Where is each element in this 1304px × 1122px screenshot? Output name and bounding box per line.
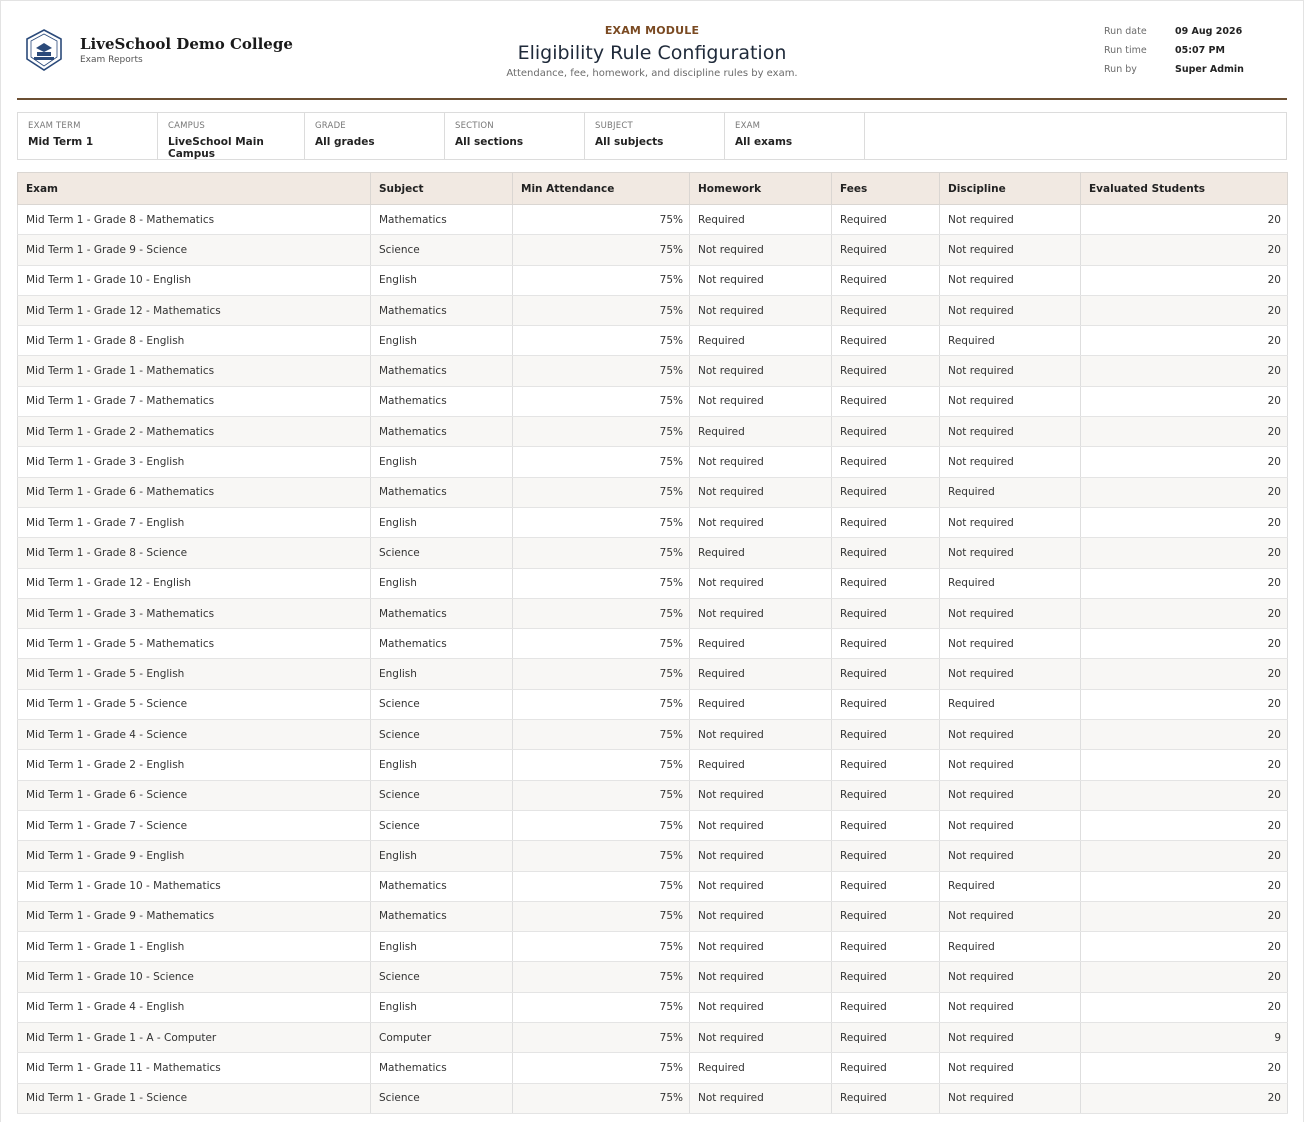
- college-name: LiveSchool Demo College: [80, 35, 293, 53]
- cell-min-attendance: 75%: [513, 750, 690, 780]
- cell-min-attendance: 75%: [513, 962, 690, 992]
- cell-min-attendance: 75%: [513, 901, 690, 931]
- cell-evaluated-students: 20: [1081, 871, 1288, 901]
- cell-exam: Mid Term 1 - Grade 7 - English: [18, 507, 371, 537]
- cell-homework: Required: [690, 689, 832, 719]
- table-row: [18, 356, 1288, 386]
- cell-evaluated-students: 20: [1081, 1083, 1288, 1113]
- table-row: [18, 295, 1288, 325]
- run-meta: [1104, 26, 1244, 83]
- cell-evaluated-students: 20: [1081, 962, 1288, 992]
- cell-subject: Science: [371, 962, 513, 992]
- filter-subject[interactable]: [585, 113, 725, 159]
- filter-value: All exams: [735, 136, 793, 148]
- filter-grade[interactable]: [305, 113, 445, 159]
- filter-label: CAMPUS: [168, 121, 206, 131]
- cell-fees: Required: [832, 992, 940, 1022]
- cell-discipline: Not required: [940, 780, 1081, 810]
- cell-min-attendance: 75%: [513, 1083, 690, 1113]
- cell-subject: English: [371, 932, 513, 962]
- cell-fees: Required: [832, 356, 940, 386]
- cell-evaluated-students: 20: [1081, 720, 1288, 750]
- cell-subject: Science: [371, 1083, 513, 1113]
- cell-min-attendance: 75%: [513, 659, 690, 689]
- cell-discipline: Not required: [940, 901, 1081, 931]
- cell-fees: Required: [832, 629, 940, 659]
- table-row: [18, 386, 1288, 416]
- cell-exam: Mid Term 1 - Grade 7 - Science: [18, 810, 371, 840]
- cell-discipline: Not required: [940, 386, 1081, 416]
- cell-exam: Mid Term 1 - Grade 12 - Mathematics: [18, 295, 371, 325]
- cell-discipline: Not required: [940, 295, 1081, 325]
- table-row: [18, 417, 1288, 447]
- cell-homework: Not required: [690, 871, 832, 901]
- cell-homework: Required: [690, 750, 832, 780]
- table-row: [18, 992, 1288, 1022]
- cell-fees: Required: [832, 295, 940, 325]
- table-row: [18, 205, 1288, 235]
- cell-min-attendance: 75%: [513, 568, 690, 598]
- cell-evaluated-students: 20: [1081, 447, 1288, 477]
- cell-subject: Mathematics: [371, 477, 513, 507]
- cell-evaluated-students: 20: [1081, 992, 1288, 1022]
- college-subtitle: Exam Reports: [80, 55, 143, 65]
- cell-min-attendance: 75%: [513, 326, 690, 356]
- cell-fees: Required: [832, 326, 940, 356]
- meta-label: Run date: [1104, 26, 1147, 37]
- cell-subject: English: [371, 992, 513, 1022]
- cell-subject: Mathematics: [371, 629, 513, 659]
- cell-discipline: Not required: [940, 447, 1081, 477]
- column-header-discipline[interactable]: Discipline: [940, 173, 1081, 205]
- cell-evaluated-students: 20: [1081, 326, 1288, 356]
- cell-exam: Mid Term 1 - Grade 3 - Mathematics: [18, 598, 371, 628]
- filter-label: EXAM TERM: [28, 121, 81, 131]
- cell-subject: Mathematics: [371, 356, 513, 386]
- cell-homework: Not required: [690, 992, 832, 1022]
- table-header-row: [18, 173, 1288, 205]
- cell-evaluated-students: 20: [1081, 810, 1288, 840]
- cell-evaluated-students: 9: [1081, 1023, 1288, 1053]
- eligibility-table: [17, 172, 1288, 1114]
- cell-min-attendance: 75%: [513, 629, 690, 659]
- cell-discipline: Not required: [940, 1023, 1081, 1053]
- cell-subject: Mathematics: [371, 871, 513, 901]
- meta-run-date: [1104, 26, 1244, 45]
- filter-label: EXAM: [735, 121, 761, 131]
- column-header-subject[interactable]: Subject: [371, 173, 513, 205]
- meta-label: Run time: [1104, 45, 1147, 56]
- cell-exam: Mid Term 1 - Grade 4 - Science: [18, 720, 371, 750]
- cell-subject: English: [371, 507, 513, 537]
- cell-fees: Required: [832, 659, 940, 689]
- table-row: [18, 1053, 1288, 1083]
- cell-min-attendance: 75%: [513, 447, 690, 477]
- cell-homework: Required: [690, 538, 832, 568]
- table-row: [18, 932, 1288, 962]
- cell-min-attendance: 75%: [513, 871, 690, 901]
- cell-fees: Required: [832, 447, 940, 477]
- cell-discipline: Not required: [940, 1083, 1081, 1113]
- cell-discipline: Not required: [940, 356, 1081, 386]
- cell-evaluated-students: 20: [1081, 568, 1288, 598]
- cell-fees: Required: [832, 689, 940, 719]
- cell-homework: Not required: [690, 356, 832, 386]
- cell-min-attendance: 75%: [513, 235, 690, 265]
- cell-homework: Not required: [690, 962, 832, 992]
- cell-discipline: Not required: [940, 629, 1081, 659]
- column-header-fees[interactable]: Fees: [832, 173, 940, 205]
- cell-evaluated-students: 20: [1081, 295, 1288, 325]
- table-row: [18, 568, 1288, 598]
- cell-evaluated-students: 20: [1081, 901, 1288, 931]
- report-title-block: [417, 24, 887, 79]
- cell-homework: Required: [690, 629, 832, 659]
- cell-subject: Mathematics: [371, 417, 513, 447]
- cell-homework: Required: [690, 417, 832, 447]
- cell-discipline: Not required: [940, 810, 1081, 840]
- cell-evaluated-students: 20: [1081, 750, 1288, 780]
- cell-min-attendance: 75%: [513, 386, 690, 416]
- table-row: [18, 447, 1288, 477]
- cell-min-attendance: 75%: [513, 720, 690, 750]
- cell-discipline: Required: [940, 871, 1081, 901]
- cell-subject: Mathematics: [371, 295, 513, 325]
- cell-exam: Mid Term 1 - Grade 9 - Science: [18, 235, 371, 265]
- filter-label: SUBJECT: [595, 121, 633, 131]
- cell-exam: Mid Term 1 - Grade 8 - English: [18, 326, 371, 356]
- cell-homework: Not required: [690, 720, 832, 750]
- cell-evaluated-students: 20: [1081, 538, 1288, 568]
- cell-homework: Not required: [690, 780, 832, 810]
- cell-fees: Required: [832, 235, 940, 265]
- cell-min-attendance: 75%: [513, 417, 690, 447]
- table-row: [18, 810, 1288, 840]
- filter-value: All subjects: [595, 136, 664, 148]
- cell-discipline: Not required: [940, 659, 1081, 689]
- cell-min-attendance: 75%: [513, 841, 690, 871]
- cell-fees: Required: [832, 750, 940, 780]
- cell-homework: Required: [690, 326, 832, 356]
- filter-bar: [17, 112, 1287, 160]
- cell-homework: Not required: [690, 841, 832, 871]
- cell-exam: Mid Term 1 - Grade 5 - Science: [18, 689, 371, 719]
- cell-evaluated-students: 20: [1081, 507, 1288, 537]
- cell-homework: Not required: [690, 1023, 832, 1053]
- cell-subject: English: [371, 326, 513, 356]
- cell-evaluated-students: 20: [1081, 841, 1288, 871]
- cell-fees: Required: [832, 477, 940, 507]
- cell-discipline: Not required: [940, 720, 1081, 750]
- table-row: [18, 1083, 1288, 1113]
- filter-label: SECTION: [455, 121, 494, 131]
- module-label: EXAM MODULE: [604, 24, 700, 37]
- cell-homework: Not required: [690, 598, 832, 628]
- cell-homework: Not required: [690, 477, 832, 507]
- cell-subject: Mathematics: [371, 386, 513, 416]
- cell-exam: Mid Term 1 - Grade 1 - A - Computer: [18, 1023, 371, 1053]
- cell-discipline: Not required: [940, 841, 1081, 871]
- cell-min-attendance: 75%: [513, 932, 690, 962]
- cell-exam: Mid Term 1 - Grade 5 - Mathematics: [18, 629, 371, 659]
- cell-fees: Required: [832, 1053, 940, 1083]
- cell-homework: Not required: [690, 235, 832, 265]
- cell-homework: Not required: [690, 932, 832, 962]
- cell-discipline: Not required: [940, 205, 1081, 235]
- cell-min-attendance: 75%: [513, 992, 690, 1022]
- cell-min-attendance: 75%: [513, 205, 690, 235]
- cell-min-attendance: 75%: [513, 538, 690, 568]
- cell-subject: Science: [371, 780, 513, 810]
- cell-homework: Not required: [690, 386, 832, 416]
- cell-exam: Mid Term 1 - Grade 11 - Mathematics: [18, 1053, 371, 1083]
- cell-discipline: Required: [940, 477, 1081, 507]
- cell-discipline: Not required: [940, 538, 1081, 568]
- cell-fees: Required: [832, 538, 940, 568]
- table-row: [18, 841, 1288, 871]
- cell-fees: Required: [832, 780, 940, 810]
- cell-exam: Mid Term 1 - Grade 1 - English: [18, 932, 371, 962]
- cell-min-attendance: 75%: [513, 295, 690, 325]
- cell-fees: Required: [832, 1023, 940, 1053]
- cell-fees: Required: [832, 507, 940, 537]
- cell-subject: English: [371, 841, 513, 871]
- college-crest-icon: [23, 28, 65, 72]
- cell-min-attendance: 75%: [513, 689, 690, 719]
- cell-discipline: Not required: [940, 1053, 1081, 1083]
- cell-min-attendance: 75%: [513, 1053, 690, 1083]
- meta-run-time: [1104, 45, 1244, 64]
- cell-exam: Mid Term 1 - Grade 9 - English: [18, 841, 371, 871]
- table-row: [18, 538, 1288, 568]
- cell-discipline: Not required: [940, 235, 1081, 265]
- filter-exam-term[interactable]: [18, 113, 158, 159]
- column-header-evaluated-students[interactable]: Evaluated Students: [1081, 173, 1288, 205]
- cell-fees: Required: [832, 205, 940, 235]
- cell-min-attendance: 75%: [513, 810, 690, 840]
- cell-evaluated-students: 20: [1081, 1053, 1288, 1083]
- cell-homework: Not required: [690, 901, 832, 931]
- filter-value: All sections: [455, 136, 524, 148]
- cell-fees: Required: [832, 417, 940, 447]
- column-header-homework[interactable]: Homework: [690, 173, 832, 205]
- filter-value: Mid Term 1: [28, 136, 94, 148]
- cell-evaluated-students: 20: [1081, 205, 1288, 235]
- cell-min-attendance: 75%: [513, 780, 690, 810]
- table-row: [18, 871, 1288, 901]
- cell-exam: Mid Term 1 - Grade 9 - Mathematics: [18, 901, 371, 931]
- column-header-exam[interactable]: Exam: [18, 173, 371, 205]
- cell-fees: Required: [832, 265, 940, 295]
- cell-discipline: Required: [940, 932, 1081, 962]
- table-row: [18, 1023, 1288, 1053]
- cell-fees: Required: [832, 568, 940, 598]
- table-row: [18, 901, 1288, 931]
- cell-fees: Required: [832, 598, 940, 628]
- meta-value: Super Admin: [1175, 64, 1244, 75]
- cell-subject: English: [371, 750, 513, 780]
- table-body: [18, 205, 1288, 1114]
- cell-discipline: Not required: [940, 750, 1081, 780]
- cell-evaluated-students: 20: [1081, 932, 1288, 962]
- table-row: [18, 962, 1288, 992]
- cell-fees: Required: [832, 1083, 940, 1113]
- cell-subject: Science: [371, 689, 513, 719]
- meta-value: 09 Aug 2026: [1175, 26, 1243, 37]
- cell-evaluated-students: 20: [1081, 780, 1288, 810]
- cell-min-attendance: 75%: [513, 598, 690, 628]
- table-row: [18, 750, 1288, 780]
- cell-homework: Not required: [690, 568, 832, 598]
- cell-exam: Mid Term 1 - Grade 4 - English: [18, 992, 371, 1022]
- table-row: [18, 326, 1288, 356]
- cell-homework: Required: [690, 205, 832, 235]
- cell-min-attendance: 75%: [513, 356, 690, 386]
- table-row: [18, 477, 1288, 507]
- cell-subject: Computer: [371, 1023, 513, 1053]
- cell-evaluated-students: 20: [1081, 235, 1288, 265]
- cell-min-attendance: 75%: [513, 265, 690, 295]
- cell-subject: Mathematics: [371, 901, 513, 931]
- cell-fees: Required: [832, 841, 940, 871]
- cell-fees: Required: [832, 932, 940, 962]
- cell-exam: Mid Term 1 - Grade 10 - Science: [18, 962, 371, 992]
- cell-exam: Mid Term 1 - Grade 8 - Science: [18, 538, 371, 568]
- cell-subject: Science: [371, 810, 513, 840]
- cell-fees: Required: [832, 901, 940, 931]
- table-row: [18, 720, 1288, 750]
- cell-evaluated-students: 20: [1081, 689, 1288, 719]
- cell-subject: Science: [371, 720, 513, 750]
- cell-subject: English: [371, 447, 513, 477]
- filter-campus[interactable]: [158, 113, 305, 159]
- cell-subject: Mathematics: [371, 598, 513, 628]
- report-header: [17, 0, 1287, 100]
- cell-exam: Mid Term 1 - Grade 10 - English: [18, 265, 371, 295]
- table-row: [18, 780, 1288, 810]
- filter-exam[interactable]: [725, 113, 865, 159]
- cell-homework: Not required: [690, 265, 832, 295]
- cell-fees: Required: [832, 720, 940, 750]
- table-row: [18, 659, 1288, 689]
- cell-fees: Required: [832, 962, 940, 992]
- cell-homework: Not required: [690, 447, 832, 477]
- cell-fees: Required: [832, 871, 940, 901]
- filter-value: LiveSchool Main Campus: [168, 136, 264, 160]
- cell-subject: Mathematics: [371, 205, 513, 235]
- cell-discipline: Not required: [940, 507, 1081, 537]
- cell-discipline: Not required: [940, 265, 1081, 295]
- cell-subject: Science: [371, 538, 513, 568]
- cell-exam: Mid Term 1 - Grade 12 - English: [18, 568, 371, 598]
- column-header-min-attendance[interactable]: Min Attendance: [513, 173, 690, 205]
- cell-exam: Mid Term 1 - Grade 2 - English: [18, 750, 371, 780]
- cell-exam: Mid Term 1 - Grade 6 - Science: [18, 780, 371, 810]
- table-row: [18, 265, 1288, 295]
- cell-min-attendance: 75%: [513, 477, 690, 507]
- cell-evaluated-students: 20: [1081, 629, 1288, 659]
- cell-fees: Required: [832, 386, 940, 416]
- meta-value: 05:07 PM: [1175, 45, 1225, 56]
- cell-homework: Not required: [690, 810, 832, 840]
- cell-discipline: Not required: [940, 962, 1081, 992]
- table-row: [18, 235, 1288, 265]
- cell-exam: Mid Term 1 - Grade 10 - Mathematics: [18, 871, 371, 901]
- cell-exam: Mid Term 1 - Grade 5 - English: [18, 659, 371, 689]
- cell-exam: Mid Term 1 - Grade 6 - Mathematics: [18, 477, 371, 507]
- filter-label: GRADE: [315, 121, 346, 131]
- cell-min-attendance: 75%: [513, 1023, 690, 1053]
- cell-exam: Mid Term 1 - Grade 8 - Mathematics: [18, 205, 371, 235]
- cell-subject: Science: [371, 235, 513, 265]
- meta-label: Run by: [1104, 64, 1137, 75]
- cell-evaluated-students: 20: [1081, 386, 1288, 416]
- cell-exam: Mid Term 1 - Grade 1 - Science: [18, 1083, 371, 1113]
- meta-run-by: [1104, 64, 1244, 83]
- cell-discipline: Not required: [940, 417, 1081, 447]
- cell-exam: Mid Term 1 - Grade 2 - Mathematics: [18, 417, 371, 447]
- cell-homework: Required: [690, 659, 832, 689]
- cell-homework: Required: [690, 1053, 832, 1083]
- cell-evaluated-students: 20: [1081, 659, 1288, 689]
- cell-homework: Not required: [690, 507, 832, 537]
- cell-discipline: Required: [940, 689, 1081, 719]
- cell-exam: Mid Term 1 - Grade 1 - Mathematics: [18, 356, 371, 386]
- page-title: Eligibility Rule Configuration: [517, 42, 787, 64]
- table-row: [18, 629, 1288, 659]
- cell-exam: Mid Term 1 - Grade 3 - English: [18, 447, 371, 477]
- cell-evaluated-students: 20: [1081, 598, 1288, 628]
- cell-discipline: Not required: [940, 992, 1081, 1022]
- cell-subject: English: [371, 659, 513, 689]
- filter-value: All grades: [315, 136, 375, 148]
- cell-subject: English: [371, 265, 513, 295]
- cell-discipline: Required: [940, 568, 1081, 598]
- page-description: Attendance, fee, homework, and discipline rules by exam.: [506, 68, 798, 79]
- cell-discipline: Not required: [940, 598, 1081, 628]
- filter-section[interactable]: [445, 113, 585, 159]
- cell-evaluated-students: 20: [1081, 356, 1288, 386]
- cell-homework: Not required: [690, 1083, 832, 1113]
- table-row: [18, 598, 1288, 628]
- cell-subject: English: [371, 568, 513, 598]
- cell-fees: Required: [832, 810, 940, 840]
- cell-min-attendance: 75%: [513, 507, 690, 537]
- cell-exam: Mid Term 1 - Grade 7 - Mathematics: [18, 386, 371, 416]
- cell-discipline: Required: [940, 326, 1081, 356]
- table-row: [18, 507, 1288, 537]
- cell-evaluated-students: 20: [1081, 265, 1288, 295]
- table-row: [18, 689, 1288, 719]
- cell-homework: Not required: [690, 295, 832, 325]
- cell-subject: Mathematics: [371, 1053, 513, 1083]
- cell-evaluated-students: 20: [1081, 477, 1288, 507]
- cell-evaluated-students: 20: [1081, 417, 1288, 447]
